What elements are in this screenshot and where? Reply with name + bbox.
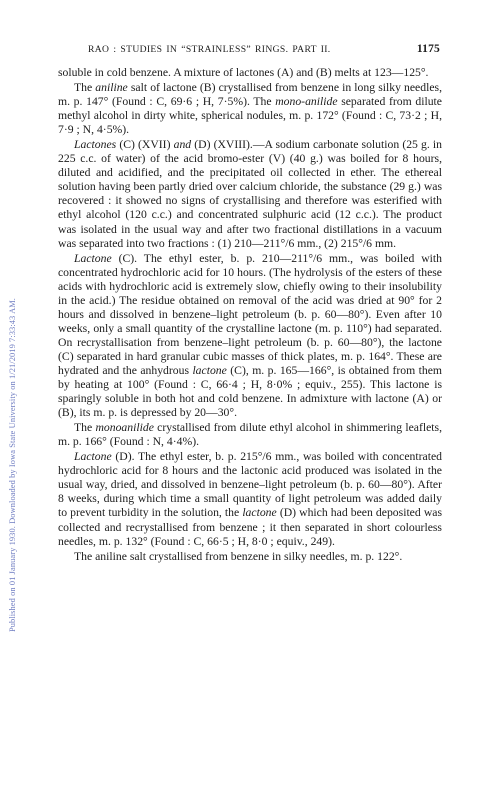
italic-term: Lactone xyxy=(74,251,112,265)
text-run: (D) which had been deposited was collected and recrystallised from benzene ; it then separated in short colourless needles, m. p. 132° (Found : C, 66·5 ; H, 8·0 ; equiv., 249). xyxy=(58,506,442,548)
paragraph-lactones-c-d-preparation xyxy=(58,138,442,250)
italic-term: lactone xyxy=(192,363,227,377)
running-header xyxy=(88,44,440,58)
italic-term: Lactone xyxy=(74,450,112,464)
paragraph-lactone-c xyxy=(58,252,442,421)
text-run: (D). The ethyl ester, b. p. 215°/6 mm., was boiled with concentrated hydrochloric acid for 8 hours and the lactonic acid produced was isolated in the usual way, dried, and dissolved in benzene–light petroleum (b. p. 60—80°). After 8 weeks, during which time a small quantity of light petroleum was added daily to prevent turbidity in the solution, the xyxy=(58,450,442,520)
italic-term: Lactones xyxy=(74,138,117,152)
text-run: The xyxy=(74,81,96,95)
text-run: The xyxy=(74,421,96,435)
text-run: (C) (XVII) xyxy=(116,138,174,152)
italic-term: monoanilide xyxy=(95,421,154,435)
body-text xyxy=(58,66,442,564)
paragraph-aniline-salt-d xyxy=(58,550,442,564)
running-title: RAO : STUDIES IN “STRAINLESS” RINGS. PART II. xyxy=(88,44,331,55)
text-run: (C), m. p. 165—166°, is obtained from them by heating at 100° (Found : C, 66·4 ; H, 8·0% ; equiv., 255). This lactone is sparingly soluble in both hot and cold benzene. In admixture with lactone (A) or (B), its m. p. is depressed by 20—30°. xyxy=(58,363,442,420)
text-run: crystallised from dilute ethyl alcohol in shimmering leaflets, m. p. 166° (Found : N, 4·4%). xyxy=(58,421,442,449)
italic-term: mono-anilide xyxy=(275,95,338,109)
italic-term: aniline xyxy=(95,81,128,95)
download-watermark: Published on 01 January 1930. Downloaded by Iowa State University on 1/21/2019 7:33:43 AM. xyxy=(8,298,17,632)
text-run: soluble in cold benzene. A mixture of lactones (A) and (B) melts at 123—125°. xyxy=(58,66,429,79)
text-run: (D) (XVIII).—A sodium carbonate solution (25 g. in 225 c.c. of water) of the acid bromo-ester (V) (40 g.) was boiled for 8 hours, diluted and acidified, and the precipitated oil collected in ether. The ethereal solution having been partly dried over calcium chloride, the substance (29 g.) was recovered : it showed no signs of crystallising and therefore was esterified with ethyl alcohol (120 c.c.) and concentrated sulphuric acid (12 c.c.). The product was isolated in the usual way and after two fractional distillations in a vacuum was separated into two fractions : (1) 210—211°/6 mm., (2) 215°/6 mm. xyxy=(58,138,442,250)
text-run: (C). The ethyl ester, b. p. 210—211°/6 mm., was boiled with concentrated hydrochloric acid for 10 hours. (The hydrolysis of the esters of these acids with hydrochloric acid is extremely slow, chiefly owing to their insolubility in the acid.) The residue obtained on removal of the acid was dried at 90° for 2 hours and dissolved in benzene–light petroleum (b. p. 60—80°). Even after 10 weeks, only a small quantity of the crystalline lactone (m. p. 110°) had separated. On recrystallisation from benzene–light petroleum (b. p. 60—80°), the lactone (C) separated in hard granular cubic masses of thick plates, m. p. 164°. These are hydrated and the anhydrous xyxy=(58,251,442,377)
italic-term: and xyxy=(173,138,192,152)
paragraph-monoanilide-c xyxy=(58,421,442,449)
page-number: 1175 xyxy=(416,43,440,55)
paragraph-lactone-b-solubility xyxy=(58,66,442,80)
text-run: salt of lactone (B) crystallised from benzene in long silky needles, m. p. 147° (Found : C, 69·6 ; H, 7·5%). The xyxy=(58,81,442,109)
text-run: The aniline salt crystallised from benzene in silky needles, m. p. 122°. xyxy=(74,549,403,563)
italic-term: lactone xyxy=(242,506,277,520)
paragraph-aniline-salt-b xyxy=(58,81,442,137)
text-run: separated from dilute methyl alcohol in dirty white, spherical nodules, m. p. 172° (Found : C, 73·2 ; H, 7·9 ; N, 4·5%). xyxy=(58,95,442,137)
paragraph-lactone-d xyxy=(58,450,442,548)
